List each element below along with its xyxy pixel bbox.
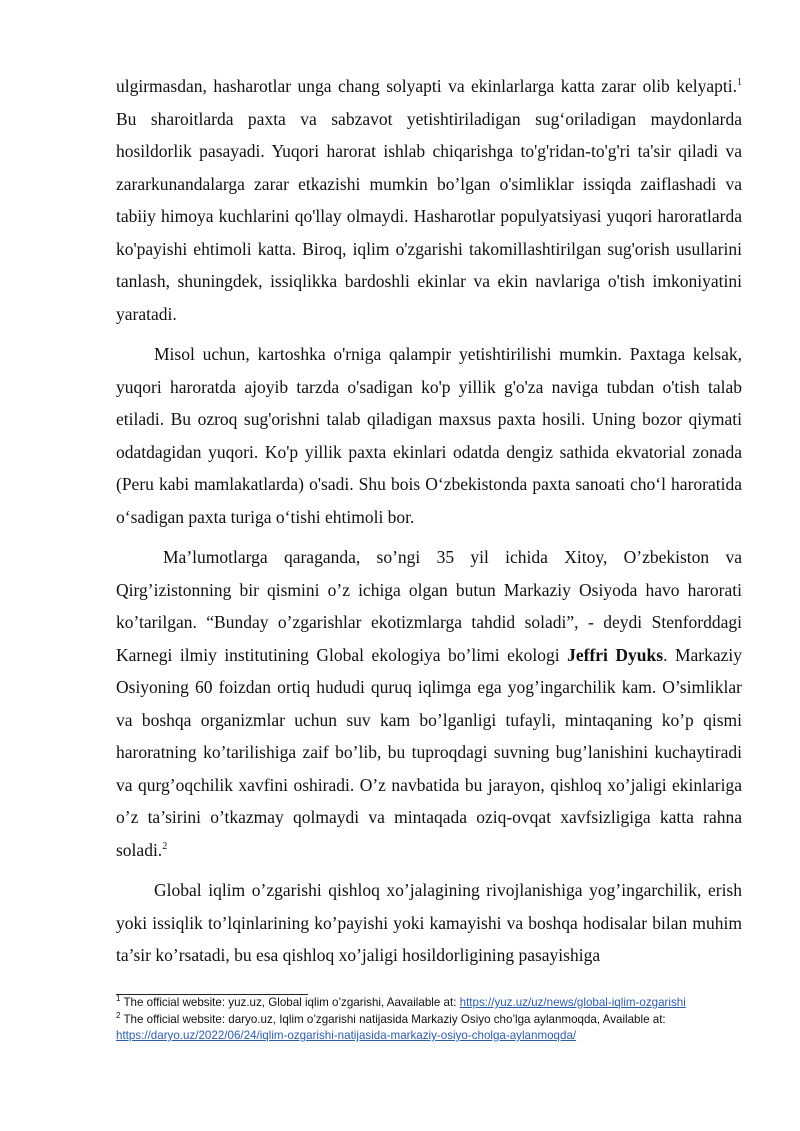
footnote-1-mark: 1 <box>116 994 121 1004</box>
footnote-2-link-line <box>116 1028 746 1045</box>
paragraph-2 <box>116 338 742 533</box>
paragraph-3-text-cont: . Markaziy Osiyoning 60 foizdan ortiq hududi quruq iqlimga ega yog’ingarchilik kam. O’simliklar va boshqa organizmlar uchun suv kam bo’lganligi tufayli, mintaqaning ko’p qismi haroratning ko’tarilishiga zaif bo’lib, bu tuproqdagi suvning bug’lanishini kuchaytiradi va qurg’oqchilik xavfini oshiradi. O’z navbatida bu jarayon, qishloq xo’jaligi ekinlariga o’z ta’sirini o’tkazmay qolmaydi va mintaqada oziq-ovqat xavfsizligiga katta rahna soladi. <box>116 644 743 860</box>
paragraph-2-text: Misol uchun, kartoshka o'rniga qalampir yetishtirilishi mumkin. Paxtaga kelsak, yuqori haroratda ajoyib tarzda o'sadigan ko'p yillik g'o'za naviga tubdan o'tish talab etiladi. Bu ozroq sug'orishni talab qiladigan maxsus paxta hosili. Uning bozor qiymati odatdagidan yuqori. Ko'p yillik paxta ekinlari odatda dengiz sathida ekvatorial zonada (Peru kabi mamlakatlarda) o'sadi. Shu bois O‘zbekistonda paxta sanoati cho‘l haroratida o‘sadigan paxta turiga o‘tishi ehtimoli bor. <box>116 344 742 527</box>
footnote-2-link[interactable]: https://daryo.uz/2022/06/24/iqlim-ozgarishi-natijasida-markaziy-osiyo-cholga-aylanmoqda/ <box>116 1029 577 1042</box>
footnote-2 <box>116 1012 746 1029</box>
paragraph-4-text: Global iqlim o’zgarishi qishloq xo’jalagining rivojlanishiga yog’ingarchilik, erish yoki issiqlik to’lqinlarining ko’payishi yoki kamayishi va boshqa hodisalar bilan muhim ta’sir ko’rsatadi, bu esa qishloq xo’jaligi hosildorligining pasayishiga <box>116 880 742 965</box>
footnote-1-text: The official website: yuz.uz, Global iqlim o’zgarishi, Aavailable at: <box>120 996 460 1009</box>
person-name-bold: Jeffri Dyuks <box>567 644 664 665</box>
paragraph-3 <box>116 541 742 866</box>
footnote-ref-1[interactable]: 1 <box>737 77 742 89</box>
paragraph-3-text: Ma’lumotlarga qaraganda, so’ngi 35 yil ichida Xitoy, O’zbekiston va Qirg’izistonning bir qismini o’z ichiga olgan butun Markaziy Osiyoda havo harorati ko’tarilgan. “Bunday o’zgarishlar ekotizmlarga tahdid soladi”, - deydi Stenforddagi Karnegi ilmiy institutining Global ekologiya bo’limi ekologi <box>116 547 742 665</box>
paragraph-1 <box>116 70 742 330</box>
body-text <box>116 70 742 980</box>
footnote-2-text: The official website: daryo.uz, Iqlim o’zgarishi natijasida Markaziy Osiyo cho’lga aylanmoqda, Available at: <box>120 1012 666 1026</box>
footnote-1-link[interactable]: https://yuz.uz/uz/news/global-iqlim-ozgarishi <box>459 996 686 1009</box>
paragraph-1-text-cont: Bu sharoitlarda paxta va sabzavot yetishtiriladigan sug‘oriladigan maydonlarda hosildorlik pasayadi. Yuqori harorat ishlab chiqarishga to'g'ridan-to'g'ri ta'sir qiladi va zararkunandalarga zarar etkazishi mumkin bo’lgan o'simliklar issiqda zaiflashadi va tabiiy himoya kuchlarini qo'llay olmaydi. Hasharotlar populyatsiyasi yuqori haroratlarda ko'payishi ehtimoli katta. Biroq, iqlim o'zgarishi takomillashtirilgan sug'orish usullarini tanlash, shuningdek, issiqlikka bardoshli ekinlar va ekin navlariga o'tish imkoniyatini yaratadi. <box>116 108 742 324</box>
footnotes <box>116 995 746 1045</box>
paragraph-1-text: ulgirmasdan, hasharotlar unga chang solyapti va ekinlarlarga katta zarar olib kelyapti. <box>116 76 737 96</box>
footnote-2-mark: 2 <box>116 1010 121 1020</box>
paragraph-4 <box>116 874 742 972</box>
footnote-1 <box>116 995 746 1012</box>
footnote-ref-2[interactable]: 2 <box>162 840 168 852</box>
